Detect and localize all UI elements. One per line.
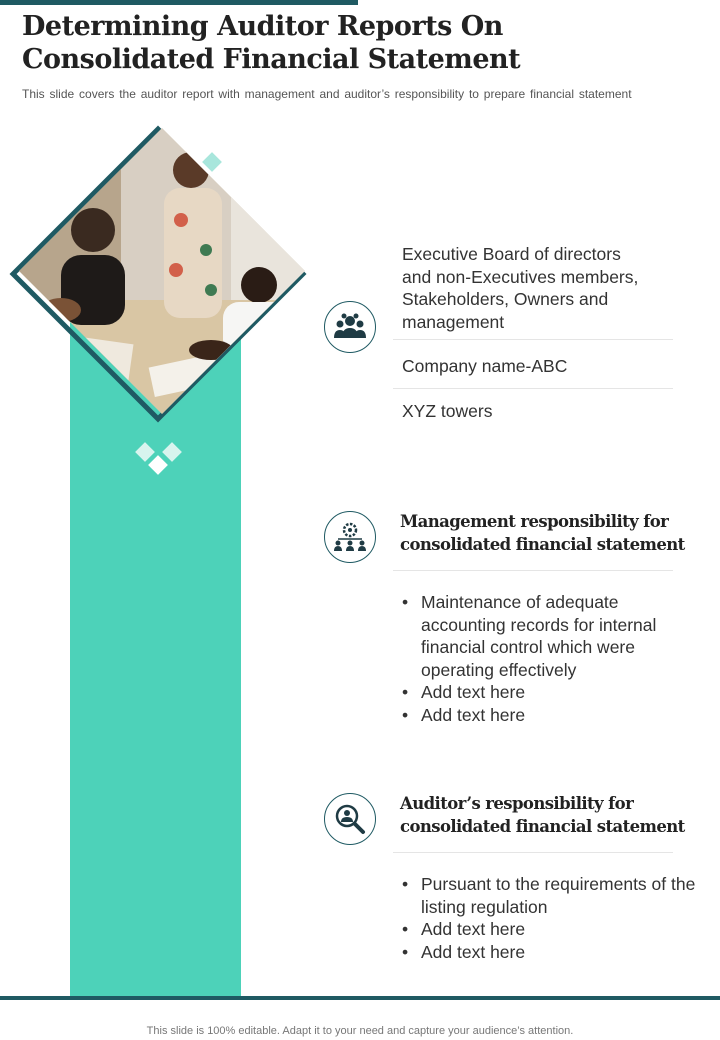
management-heading: Management responsibility for consolidated financial statement (400, 512, 685, 554)
divider (393, 388, 673, 389)
magnifier-person-icon (324, 793, 376, 845)
auditor-heading: Auditor’s responsibility for consolidated financial statement (400, 794, 685, 836)
list-item: • Add text here (402, 941, 702, 964)
company-address-text: XYZ towers (402, 401, 493, 421)
list-item: • Add text here (402, 704, 702, 727)
bottom-accent-bar (0, 996, 720, 1000)
company-name-text: Company name-ABC (402, 356, 568, 376)
page-subtitle: This slide covers the auditor report with management and auditor’s responsibility to prepare financial statement (22, 87, 632, 101)
list-item: • Add text here (402, 681, 702, 704)
list-item: • Maintenance of adequate accounting records for internal financial control which were operating effectively (402, 591, 702, 681)
management-bullet-list (402, 591, 702, 726)
footer-note: This slide is 100% editable. Adapt it to your need and capture your audience’s attention. (146, 1025, 574, 1037)
list-item: • Pursuant to the requirements of the listing regulation (402, 873, 702, 918)
teal-column (70, 320, 241, 997)
divider (393, 570, 673, 571)
page-title: Determining Auditor Reports On Consolidated Financial Statement (22, 11, 521, 75)
team-group-icon (324, 301, 376, 353)
meeting-photo (19, 128, 305, 414)
auditor-bullet-list (402, 873, 702, 963)
accent-diamond-top (202, 152, 222, 172)
divider (393, 339, 673, 340)
divider (393, 852, 673, 853)
hierarchy-gear-icon (324, 511, 376, 563)
top-accent-bar (0, 0, 358, 5)
list-item: • Add text here (402, 918, 702, 941)
company-members-text: Executive Board of directors and non-Executives members, Stakeholders, Owners and management (402, 244, 639, 332)
